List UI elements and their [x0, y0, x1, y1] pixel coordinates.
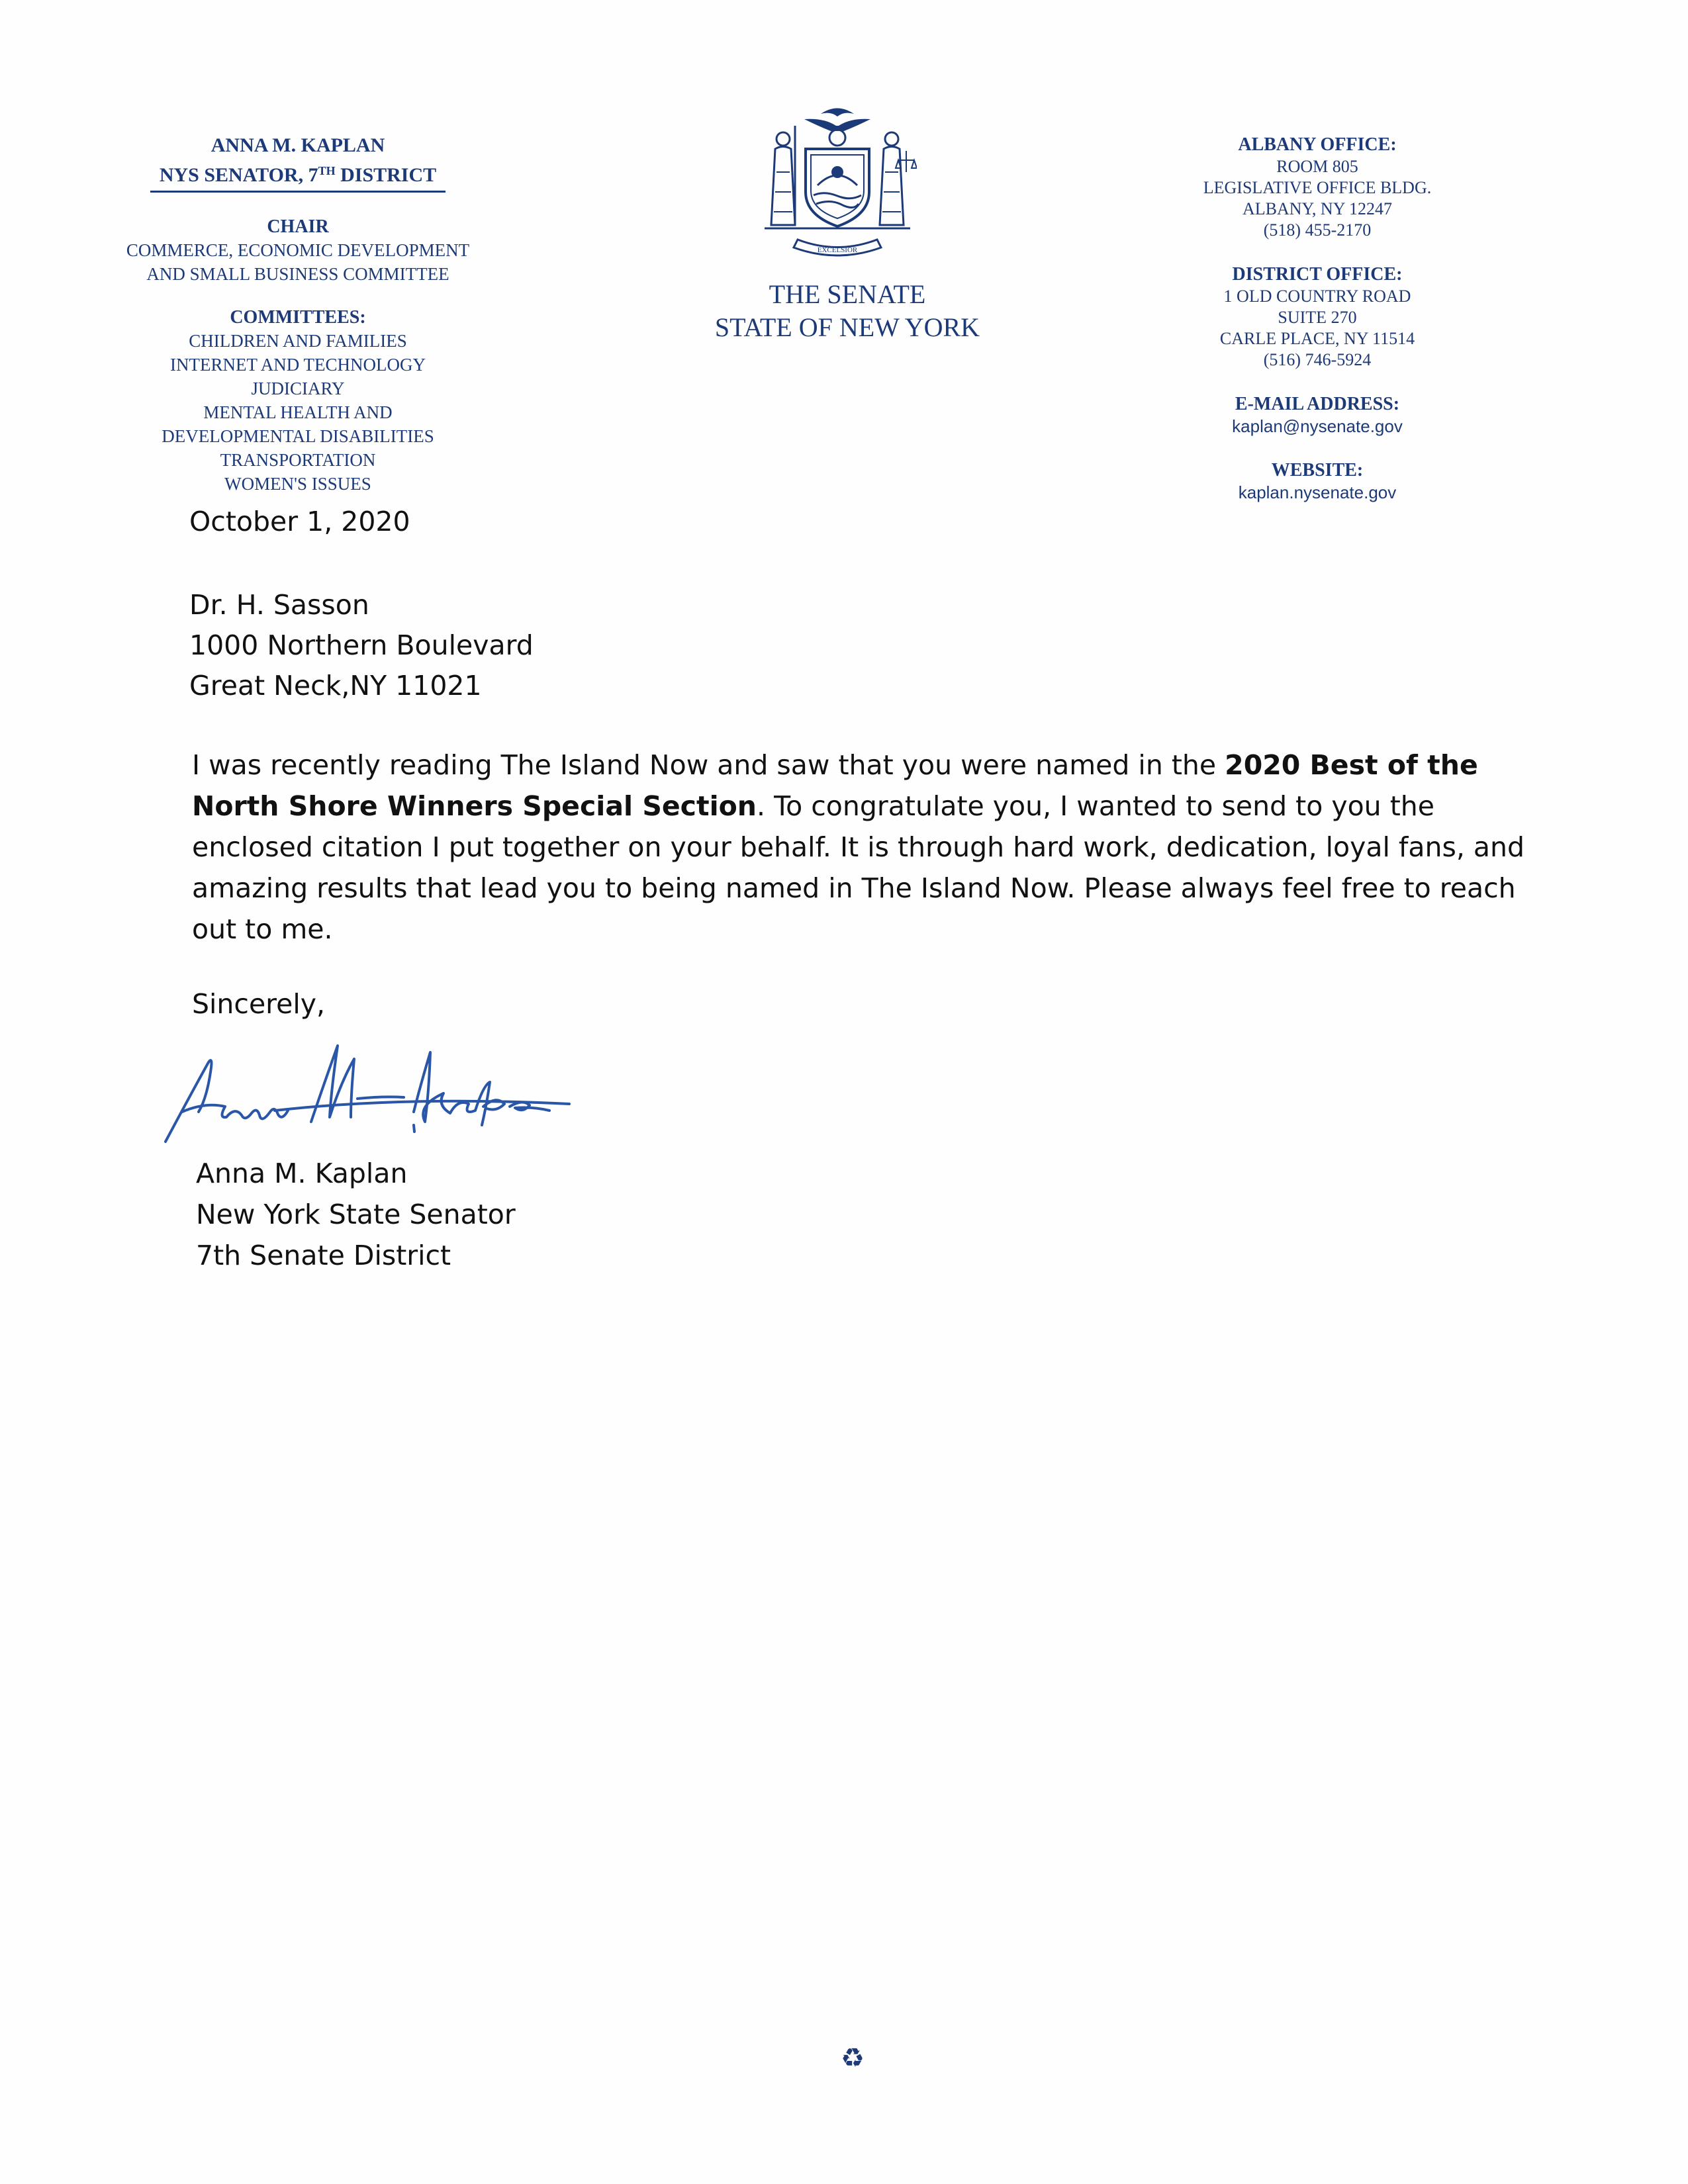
seal-motto: EXCELSIOR: [817, 246, 858, 254]
body-text-part1: I was recently reading The Island Now and saw that you were named in the: [192, 749, 1225, 781]
committee-item: CHILDREN AND FAMILIES: [189, 331, 407, 351]
district-office-heading: DISTRICT OFFICE:: [1232, 264, 1403, 285]
albany-office-line: ROOM 805: [1276, 157, 1358, 176]
recipient-line: Dr. H. Sasson: [189, 589, 369, 621]
district-office-line: SUITE 270: [1278, 308, 1357, 327]
closing: Sincerely,: [192, 988, 326, 1020]
letter-body: [192, 745, 1529, 950]
district-office-line: CARLE PLACE, NY 11514: [1219, 329, 1415, 348]
committees-heading: COMMITTEES:: [230, 307, 366, 328]
signatory-title: New York State Senator: [196, 1199, 516, 1230]
chair-line: COMMERCE, ECONOMIC DEVELOPMENT: [126, 240, 470, 260]
recycle-icon: ♻: [841, 2043, 865, 2073]
committee-item: WOMEN'S ISSUES: [224, 474, 371, 494]
district-office-line: 1 OLD COUNTRY ROAD: [1223, 287, 1411, 306]
committee-item: TRANSPORTATION: [220, 450, 376, 470]
senate-title-line2: STATE OF NEW YORK: [714, 312, 980, 342]
committee-item: JUDICIARY: [251, 379, 345, 398]
committee-item: DEVELOPMENTAL DISABILITIES: [162, 426, 434, 446]
recipient-line: Great Neck,NY 11021: [189, 670, 482, 702]
signatory-name: Anna M. Kaplan: [196, 1158, 408, 1189]
new-york-state-seal-icon: [758, 99, 917, 265]
district-office-line: (516) 746-5924: [1263, 350, 1372, 369]
letterhead-right: [1178, 136, 1456, 505]
senate-title-line1: THE SENATE: [769, 279, 926, 309]
albany-office-line: ALBANY, NY 12247: [1242, 199, 1393, 218]
albany-office-heading: ALBANY OFFICE:: [1238, 134, 1397, 155]
body-text-part2: . To congratulate you, I wanted to send to you the enclosed citation I put together on your behalf. It is through hard work, dedication, loyal fans, and amazing results that lead you to being named in The Island Now. Please always feel free to reach out to me.: [192, 790, 1525, 945]
committee-item: INTERNET AND TECHNOLOGY: [170, 355, 426, 375]
albany-office-line: LEGISLATIVE OFFICE BLDG.: [1203, 178, 1432, 197]
letter-date: October 1, 2020: [189, 506, 410, 537]
senator-title-prefix: NYS SENATOR, 7: [159, 164, 318, 186]
senator-title-sup: TH: [318, 164, 336, 177]
handwritten-signature: [152, 1032, 576, 1158]
recipient-line: 1000 Northern Boulevard: [189, 629, 534, 661]
recipient-address: [189, 585, 534, 706]
website-address: kaplan.nysenate.gov: [1238, 482, 1397, 502]
body-text-bold: 2020 Best of the North Shore Winners Special Section: [192, 749, 1478, 822]
website-heading: WEBSITE:: [1271, 460, 1364, 480]
committee-item: MENTAL HEALTH AND: [203, 402, 393, 422]
email-address: kaplan@nysenate.gov: [1232, 416, 1403, 436]
signatory-district: 7th Senate District: [196, 1240, 451, 1271]
email-heading: E-MAIL ADDRESS:: [1235, 394, 1400, 414]
senator-title: [150, 165, 445, 193]
signatory-block: [196, 1153, 516, 1276]
senator-title-suffix: DISTRICT: [335, 164, 437, 186]
letterhead-left: [99, 136, 496, 499]
chair-heading: CHAIR: [267, 216, 329, 237]
senator-name: ANNA M. KAPLAN: [211, 134, 385, 156]
albany-office-line: (518) 455-2170: [1263, 220, 1372, 240]
senate-title: [702, 281, 993, 347]
chair-line: AND SMALL BUSINESS COMMITTEE: [146, 264, 449, 284]
